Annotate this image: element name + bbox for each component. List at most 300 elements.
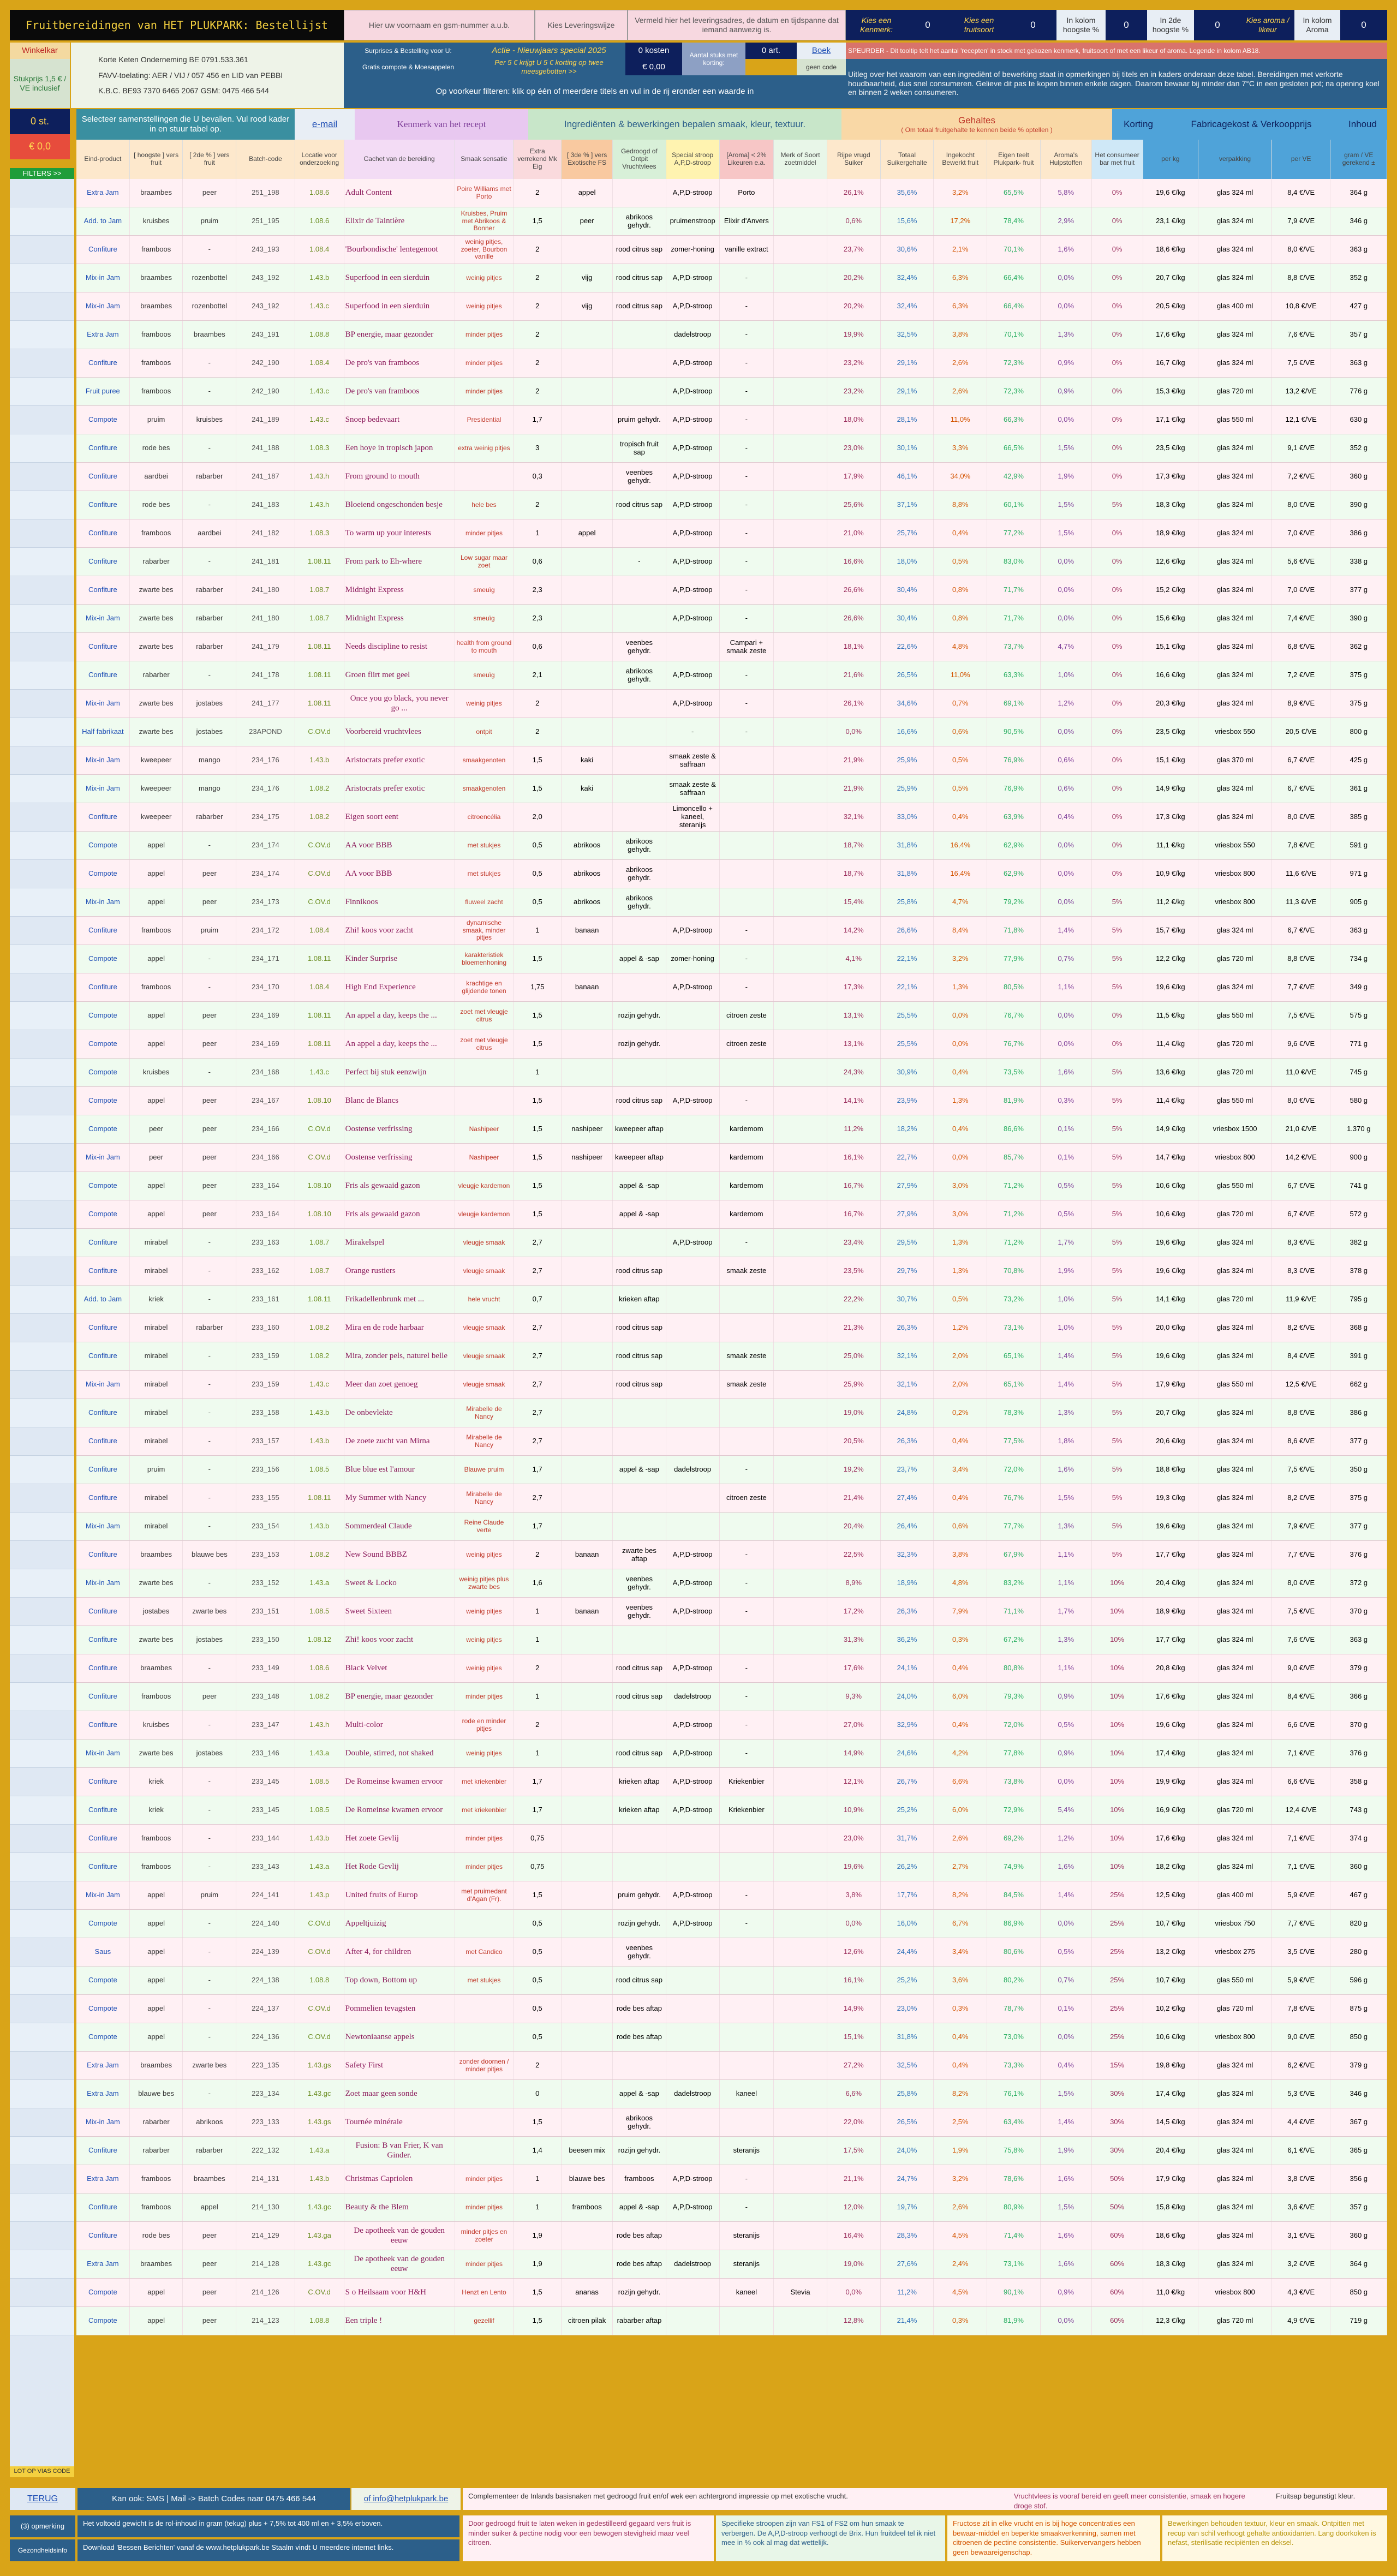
quantity-input[interactable] <box>10 1967 74 1995</box>
table-cell <box>774 2080 827 2108</box>
table-cell: 10,8 €/VE <box>1272 292 1330 320</box>
table-cell: appel <box>130 2279 183 2306</box>
table-cell <box>562 1881 613 1909</box>
column-header[interactable]: Eigen teelt Plukpark- fruit <box>987 140 1041 179</box>
quantity-input[interactable] <box>10 661 74 690</box>
table-cell: 73,3% <box>987 2052 1041 2079</box>
table-cell[interactable]: Confiture <box>76 1654 130 1682</box>
table-cell[interactable]: Confiture <box>76 2137 130 2165</box>
table-cell[interactable]: Mix-in Jam <box>76 746 130 774</box>
column-header[interactable]: Special stroop A,P,D-stroop <box>666 140 720 179</box>
table-cell[interactable]: Compote <box>76 1115 130 1143</box>
table-cell[interactable]: Confiture <box>76 1456 130 1484</box>
table-cell[interactable]: Confiture <box>76 1598 130 1625</box>
quantity-input[interactable] <box>10 1427 74 1456</box>
quantity-input[interactable] <box>10 207 74 236</box>
table-cell: kriek <box>130 1286 183 1313</box>
table-cell <box>562 1938 613 1966</box>
table-cell[interactable]: Confiture <box>76 1711 130 1739</box>
quantity-input[interactable] <box>10 605 74 633</box>
quantity-input[interactable] <box>10 2279 74 2307</box>
table-cell: met Candico <box>455 1938 514 1966</box>
quantity-input[interactable] <box>10 406 74 434</box>
quantity-input[interactable] <box>10 2222 74 2250</box>
table-cell[interactable]: Mix-in Jam <box>76 1881 130 1909</box>
quantity-input[interactable] <box>10 1030 74 1059</box>
table-cell: framboos <box>130 1825 183 1852</box>
table-cell: 2,3 <box>514 576 562 604</box>
quantity-input[interactable] <box>10 2194 74 2222</box>
table-cell[interactable]: Confiture <box>76 1683 130 1711</box>
table-cell: appel <box>183 2194 236 2221</box>
quantity-input[interactable] <box>10 179 74 207</box>
tweede-value[interactable]: 0 <box>1194 10 1241 40</box>
quantity-input[interactable] <box>10 349 74 378</box>
quantity-input[interactable] <box>10 832 74 860</box>
quantity-input[interactable] <box>10 378 74 406</box>
table-cell[interactable]: Confiture <box>76 1626 130 1654</box>
table-cell: 17,4 €/kg <box>1143 1740 1199 1767</box>
table-cell[interactable]: Confiture <box>76 1427 130 1455</box>
table-cell: 374 g <box>1330 1825 1387 1852</box>
quantity-input[interactable] <box>10 292 74 321</box>
table-cell: 7,6 €/VE <box>1272 321 1330 349</box>
table-cell: 15,6% <box>881 207 934 235</box>
table-cell: 8,2% <box>934 2080 987 2108</box>
table-cell: appel & -sap <box>613 1172 666 1200</box>
table-row <box>76 1626 1387 1654</box>
table-cell: 2,6% <box>934 1825 987 1852</box>
quantity-input[interactable] <box>10 860 74 888</box>
boek-button[interactable]: Boek <box>797 43 846 59</box>
table-cell[interactable]: Mix-in Jam <box>76 605 130 632</box>
quantity-input[interactable] <box>10 491 74 519</box>
column-header[interactable]: Cachet van de bereiding <box>344 140 455 179</box>
table-cell[interactable]: Compote <box>76 1172 130 1200</box>
table-cell[interactable]: Confiture <box>76 519 130 547</box>
table-cell: 26,6% <box>827 576 881 604</box>
column-header[interactable]: Merk of Soort zoetmiddel <box>774 140 827 179</box>
table-cell: 0,4% <box>934 1115 987 1143</box>
quantity-input[interactable] <box>10 236 74 264</box>
column-header[interactable]: Ingekocht Bewerkt fruit <box>934 140 987 179</box>
table-cell: 364 g <box>1330 179 1387 207</box>
quantity-input[interactable] <box>10 1541 74 1569</box>
quantity-input[interactable] <box>10 463 74 491</box>
table-cell[interactable]: Compote <box>76 1087 130 1115</box>
quantity-input[interactable] <box>10 1513 74 1541</box>
table-cell: 390 g <box>1330 605 1387 632</box>
table-cell[interactable]: Compote <box>76 406 130 434</box>
table-cell[interactable]: Mix-in Jam <box>76 1569 130 1597</box>
code-input[interactable]: geen code <box>797 59 846 75</box>
table-cell: Double, stirred, not shaked <box>344 1740 455 1767</box>
table-cell: 10,9 €/kg <box>1143 860 1199 888</box>
table-cell: 11,4 €/kg <box>1143 1030 1199 1058</box>
table-cell: From park to Eh-where <box>344 548 455 576</box>
quantity-input[interactable] <box>10 2023 74 2052</box>
table-cell <box>774 1938 827 1966</box>
table-cell[interactable]: Confiture <box>76 633 130 661</box>
table-cell[interactable]: Mix-in Jam <box>76 1513 130 1540</box>
quantity-input[interactable] <box>10 1740 74 1768</box>
table-cell: Top down, Bottom up <box>344 1967 455 1994</box>
table-cell[interactable]: Extra Jam <box>76 2052 130 2079</box>
table-cell <box>666 832 720 859</box>
table-cell[interactable]: Confiture <box>76 2194 130 2221</box>
quantity-input[interactable] <box>10 2137 74 2165</box>
table-cell[interactable]: Confiture <box>76 1399 130 1427</box>
table-cell: - <box>183 434 236 462</box>
table-cell <box>562 1995 613 2023</box>
table-cell: 0,7% <box>1041 1967 1092 1994</box>
table-cell[interactable]: Confiture <box>76 1314 130 1342</box>
table-cell[interactable]: Mix-in Jam <box>76 690 130 718</box>
table-cell[interactable]: Compote <box>76 2023 130 2051</box>
quantity-input[interactable] <box>10 1825 74 1853</box>
table-cell[interactable]: Extra Jam <box>76 179 130 207</box>
column-header[interactable]: Locatie voor onderzoeking <box>295 140 344 179</box>
table-cell[interactable]: Confiture <box>76 1768 130 1796</box>
quantity-input[interactable] <box>10 1626 74 1654</box>
table-cell[interactable]: Confiture <box>76 1825 130 1852</box>
table-cell: 900 g <box>1330 1144 1387 1172</box>
table-cell: De pro's van framboos <box>344 349 455 377</box>
table-cell: 12,1 €/VE <box>1272 406 1330 434</box>
quantity-input[interactable] <box>10 1569 74 1598</box>
table-cell[interactable]: Compote <box>76 2307 130 2335</box>
quantity-input[interactable] <box>10 1399 74 1427</box>
table-cell <box>562 1654 613 1682</box>
quantity-input[interactable] <box>10 1910 74 1938</box>
table-cell[interactable]: Confiture <box>76 463 130 491</box>
table-cell: 16,6% <box>881 718 934 746</box>
table-cell[interactable]: Compote <box>76 2279 130 2306</box>
table-cell <box>720 775 774 803</box>
table-cell[interactable]: Confiture <box>76 803 130 831</box>
quantity-input[interactable] <box>10 888 74 917</box>
email-footer-link[interactable]: of info@hetplukpark.be <box>351 2488 461 2510</box>
table-cell[interactable]: Confiture <box>76 236 130 264</box>
table-cell: peer <box>183 2250 236 2278</box>
column-header[interactable]: [ 3de % ] vers Exotische FS <box>562 140 613 179</box>
table-cell: 90,5% <box>987 718 1041 746</box>
table-cell: 8,0 €/VE <box>1272 236 1330 264</box>
table-cell[interactable]: Confiture <box>76 661 130 689</box>
table-cell[interactable]: Compote <box>76 1910 130 1938</box>
quantity-input[interactable] <box>10 1598 74 1626</box>
quantity-input[interactable] <box>10 917 74 945</box>
quantity-input[interactable] <box>10 1938 74 1967</box>
table-cell[interactable]: Extra Jam <box>76 2080 130 2108</box>
table-cell[interactable]: Mix-in Jam <box>76 1144 130 1172</box>
quantity-input[interactable] <box>10 945 74 973</box>
table-cell[interactable]: Saus <box>76 1938 130 1966</box>
table-cell[interactable]: Compote <box>76 1002 130 1030</box>
column-header[interactable]: [ hoogste ] vers fruit <box>130 140 183 179</box>
table-cell[interactable]: Confiture <box>76 548 130 576</box>
table-cell[interactable]: Fruit puree <box>76 378 130 405</box>
quantity-input[interactable] <box>10 434 74 463</box>
quantity-input[interactable] <box>10 2080 74 2108</box>
table-cell: 243_193 <box>236 236 295 264</box>
table-cell: 71,7% <box>987 576 1041 604</box>
table-cell[interactable]: Confiture <box>76 1484 130 1512</box>
table-cell: peer <box>183 1144 236 1172</box>
table-cell: 1,5 <box>514 2307 562 2335</box>
hoogste-value[interactable]: 0 <box>1106 10 1147 40</box>
quantity-input[interactable] <box>10 1229 74 1257</box>
table-cell: 25% <box>1092 2023 1143 2051</box>
table-cell[interactable]: Confiture <box>76 1342 130 1370</box>
table-cell: 71,2% <box>987 1229 1041 1257</box>
quantity-input[interactable] <box>10 1456 74 1484</box>
quantity-input[interactable] <box>10 1995 74 2023</box>
column-header[interactable]: per VE <box>1272 140 1330 179</box>
quantity-input[interactable] <box>10 1371 74 1399</box>
delivery-select[interactable]: Kies Leveringswijze <box>535 10 628 40</box>
table-cell: 350 g <box>1330 1456 1387 1484</box>
table-row <box>76 2307 1387 2335</box>
table-cell: C.OV.d <box>295 2279 344 2306</box>
table-cell: - <box>720 576 774 604</box>
table-cell: weinig pitjes <box>455 1740 514 1767</box>
table-cell: framboos <box>613 2165 666 2193</box>
quantity-input[interactable] <box>10 1172 74 1200</box>
quantity-input[interactable] <box>10 690 74 718</box>
quantity-input[interactable] <box>10 576 74 605</box>
name-input[interactable]: Hier uw voornaam en gsm-nummer a.u.b. <box>344 10 535 40</box>
table-cell: health from ground to mouth <box>455 633 514 661</box>
table-row <box>76 1796 1387 1825</box>
table-cell: Presidential <box>455 406 514 434</box>
table-cell[interactable]: Confiture <box>76 973 130 1001</box>
quantity-input[interactable] <box>10 1286 74 1314</box>
table-cell[interactable]: Compote <box>76 1059 130 1086</box>
column-header[interactable]: Het consumeer bar met fruit <box>1092 140 1143 179</box>
kenmerk-value[interactable]: 0 <box>907 10 948 40</box>
table-cell[interactable]: Add. to Jam <box>76 1286 130 1313</box>
table-cell: rabarber <box>183 576 236 604</box>
quantity-input[interactable] <box>10 1768 74 1796</box>
table-cell: appel <box>130 1087 183 1115</box>
table-cell[interactable]: Extra Jam <box>76 2165 130 2193</box>
email-link[interactable]: e-mail <box>295 109 355 140</box>
table-cell: dadelstroop <box>666 2250 720 2278</box>
table-cell: 0,9% <box>1041 1740 1092 1767</box>
table-cell[interactable]: Extra Jam <box>76 321 130 349</box>
table-cell[interactable]: Mix-in Jam <box>76 264 130 292</box>
quantity-input[interactable] <box>10 1711 74 1740</box>
table-cell <box>613 605 666 632</box>
table-row <box>76 321 1387 349</box>
table-cell <box>774 349 827 377</box>
table-cell: 72,3% <box>987 378 1041 405</box>
aroma-kolom-value[interactable]: 0 <box>1340 10 1387 40</box>
quantity-input[interactable] <box>10 803 74 832</box>
column-header[interactable]: Smaak sensatie <box>455 140 514 179</box>
column-header[interactable]: Gedroogd of Ontpit Vruchtvlees <box>613 140 666 179</box>
table-cell: 78,4% <box>987 207 1041 235</box>
table-cell[interactable]: Mix-in Jam <box>76 1371 130 1398</box>
table-cell: - <box>720 1683 774 1711</box>
table-cell: 13,1% <box>827 1002 881 1030</box>
table-cell[interactable]: Confiture <box>76 1541 130 1569</box>
table-cell: 1,5 <box>514 1881 562 1909</box>
table-cell: 9,6 €/VE <box>1272 1030 1330 1058</box>
table-cell[interactable]: Confiture <box>76 1257 130 1285</box>
column-header[interactable]: Extra verrekend Mk Eig <box>514 140 562 179</box>
table-cell[interactable]: Compote <box>76 1030 130 1058</box>
quantity-input[interactable] <box>10 1683 74 1711</box>
back-button[interactable]: TERUG <box>10 2488 75 2510</box>
table-cell[interactable]: Confiture <box>76 1229 130 1257</box>
quantity-input[interactable] <box>10 1257 74 1286</box>
table-cell: mirabel <box>130 1371 183 1398</box>
column-header[interactable]: Rijpe vrugd Suiker <box>827 140 881 179</box>
quantity-input[interactable] <box>10 1853 74 1881</box>
table-cell: 234_175 <box>236 803 295 831</box>
quantity-input[interactable] <box>10 1654 74 1683</box>
fruitsoort-value[interactable]: 0 <box>1010 10 1056 40</box>
table-cell: 80,6% <box>987 1938 1041 1966</box>
table-cell[interactable]: Mix-in Jam <box>76 2108 130 2136</box>
table-cell[interactable]: Confiture <box>76 917 130 945</box>
table-cell[interactable]: Add. to Jam <box>76 207 130 235</box>
column-header[interactable]: [Aroma] < 2% Likeuren e.a. <box>720 140 774 179</box>
table-cell: 1.43.gc <box>295 2194 344 2221</box>
quantity-input[interactable] <box>10 1342 74 1371</box>
table-cell: - <box>720 1456 774 1484</box>
table-cell: 0,5 <box>514 1910 562 1938</box>
quantity-input[interactable] <box>10 2307 74 2335</box>
table-cell[interactable]: Compote <box>76 1200 130 1228</box>
quantity-input[interactable] <box>10 1115 74 1144</box>
quantity-input[interactable] <box>10 519 74 548</box>
table-cell[interactable]: Mix-in Jam <box>76 292 130 320</box>
column-header[interactable]: Batch-code <box>236 140 295 179</box>
table-cell: A,P,D-stroop <box>666 1569 720 1597</box>
quantity-input[interactable] <box>10 321 74 349</box>
table-cell[interactable]: Confiture <box>76 349 130 377</box>
table-cell: A,P,D-stroop <box>666 406 720 434</box>
table-cell: 224_139 <box>236 1938 295 1966</box>
quantity-input[interactable] <box>10 1002 74 1030</box>
column-header[interactable]: Aroma's Hulpstoffen <box>1041 140 1092 179</box>
table-cell[interactable]: Confiture <box>76 434 130 462</box>
quantity-input[interactable] <box>10 1796 74 1825</box>
table-cell: 233_146 <box>236 1740 295 1767</box>
column-header[interactable]: [ 2de % ] vers fruit <box>183 140 236 179</box>
table-cell: - <box>720 434 774 462</box>
table-cell: 1,5 <box>514 1002 562 1030</box>
quantity-input[interactable] <box>10 633 74 661</box>
quantity-input[interactable] <box>10 2052 74 2080</box>
table-cell[interactable]: Compote <box>76 832 130 859</box>
quantity-input[interactable] <box>10 1881 74 1910</box>
table-cell[interactable]: Confiture <box>76 576 130 604</box>
quantity-input[interactable] <box>10 1059 74 1087</box>
table-cell: 0% <box>1092 661 1143 689</box>
table-cell: framboos <box>130 917 183 945</box>
table-cell: braambes <box>130 179 183 207</box>
quantity-input[interactable] <box>10 1087 74 1115</box>
table-cell: 14,9 €/kg <box>1143 1115 1199 1143</box>
table-cell[interactable]: Compote <box>76 1967 130 1994</box>
table-cell: 80,2% <box>987 1967 1041 1994</box>
column-header[interactable]: Totaal Suikergehalte <box>881 140 934 179</box>
quantity-input[interactable] <box>10 2165 74 2194</box>
table-cell: rood citrus sap <box>613 1967 666 1994</box>
quantity-input[interactable] <box>10 1314 74 1342</box>
table-cell[interactable]: Compote <box>76 860 130 888</box>
quantity-input[interactable] <box>10 2108 74 2137</box>
quantity-input[interactable] <box>10 973 74 1002</box>
table-cell: braambes <box>130 292 183 320</box>
table-cell: 0,5 <box>514 860 562 888</box>
table-cell: zwarte bes <box>183 2052 236 2079</box>
column-header[interactable]: gram / VE gerekend ± <box>1330 140 1387 179</box>
table-cell: 377 g <box>1330 1513 1387 1540</box>
table-cell: kweepeer <box>130 746 183 774</box>
table-cell: 662 g <box>1330 1371 1387 1398</box>
table-cell[interactable]: Mix-in Jam <box>76 1740 130 1767</box>
table-cell: Low sugar maar zoet <box>455 548 514 576</box>
table-cell: glas 324 ml <box>1198 1314 1272 1342</box>
table-cell[interactable]: Confiture <box>76 1853 130 1881</box>
table-cell: Het zoete Gevlij <box>344 1825 455 1852</box>
column-header[interactable]: per kg <box>1143 140 1199 179</box>
quantity-input[interactable] <box>10 718 74 746</box>
quantity-input[interactable] <box>10 775 74 803</box>
table-cell[interactable]: Confiture <box>76 2222 130 2250</box>
delivery-address-input[interactable]: Vermeld hier het leveringsadres, de datum en tijdspanne dat iemand aanwezig is. <box>628 10 846 40</box>
table-row <box>76 2279 1387 2307</box>
table-cell: 8,4 €/VE <box>1272 1683 1330 1711</box>
table-cell[interactable]: Half fabrikaat <box>76 718 130 746</box>
column-header[interactable]: verpakking <box>1198 140 1272 179</box>
table-cell: glas 324 ml <box>1198 179 1272 207</box>
table-cell: peer <box>183 1200 236 1228</box>
table-cell: 77,8% <box>987 1740 1041 1767</box>
table-cell <box>666 1286 720 1313</box>
table-cell[interactable]: Extra Jam <box>76 2250 130 2278</box>
footer-note-3: Fruitsap begunstigt kleur. <box>1270 2488 1387 2510</box>
quantity-input[interactable] <box>10 746 74 775</box>
quantity-input[interactable] <box>10 1484 74 1513</box>
quantity-input[interactable] <box>10 1200 74 1229</box>
quantity-input[interactable] <box>10 2250 74 2279</box>
table-cell <box>562 1371 613 1398</box>
table-cell[interactable]: Confiture <box>76 1796 130 1824</box>
table-cell[interactable]: Mix-in Jam <box>76 775 130 803</box>
table-cell <box>720 1059 774 1086</box>
table-cell: 8,0 €/VE <box>1272 491 1330 519</box>
table-cell[interactable]: Confiture <box>76 491 130 519</box>
quantity-input[interactable] <box>10 548 74 576</box>
table-cell: 0,0% <box>1041 2307 1092 2335</box>
quantity-input[interactable] <box>10 1144 74 1172</box>
table-cell[interactable]: Mix-in Jam <box>76 888 130 916</box>
table-cell: - <box>183 1059 236 1086</box>
quantity-input[interactable] <box>10 264 74 292</box>
table-cell[interactable]: Compote <box>76 945 130 973</box>
table-cell <box>666 1938 720 1966</box>
table-cell <box>774 1059 827 1086</box>
column-header[interactable]: Eind-product <box>76 140 130 179</box>
table-cell <box>666 888 720 916</box>
table-cell[interactable]: Compote <box>76 1995 130 2023</box>
